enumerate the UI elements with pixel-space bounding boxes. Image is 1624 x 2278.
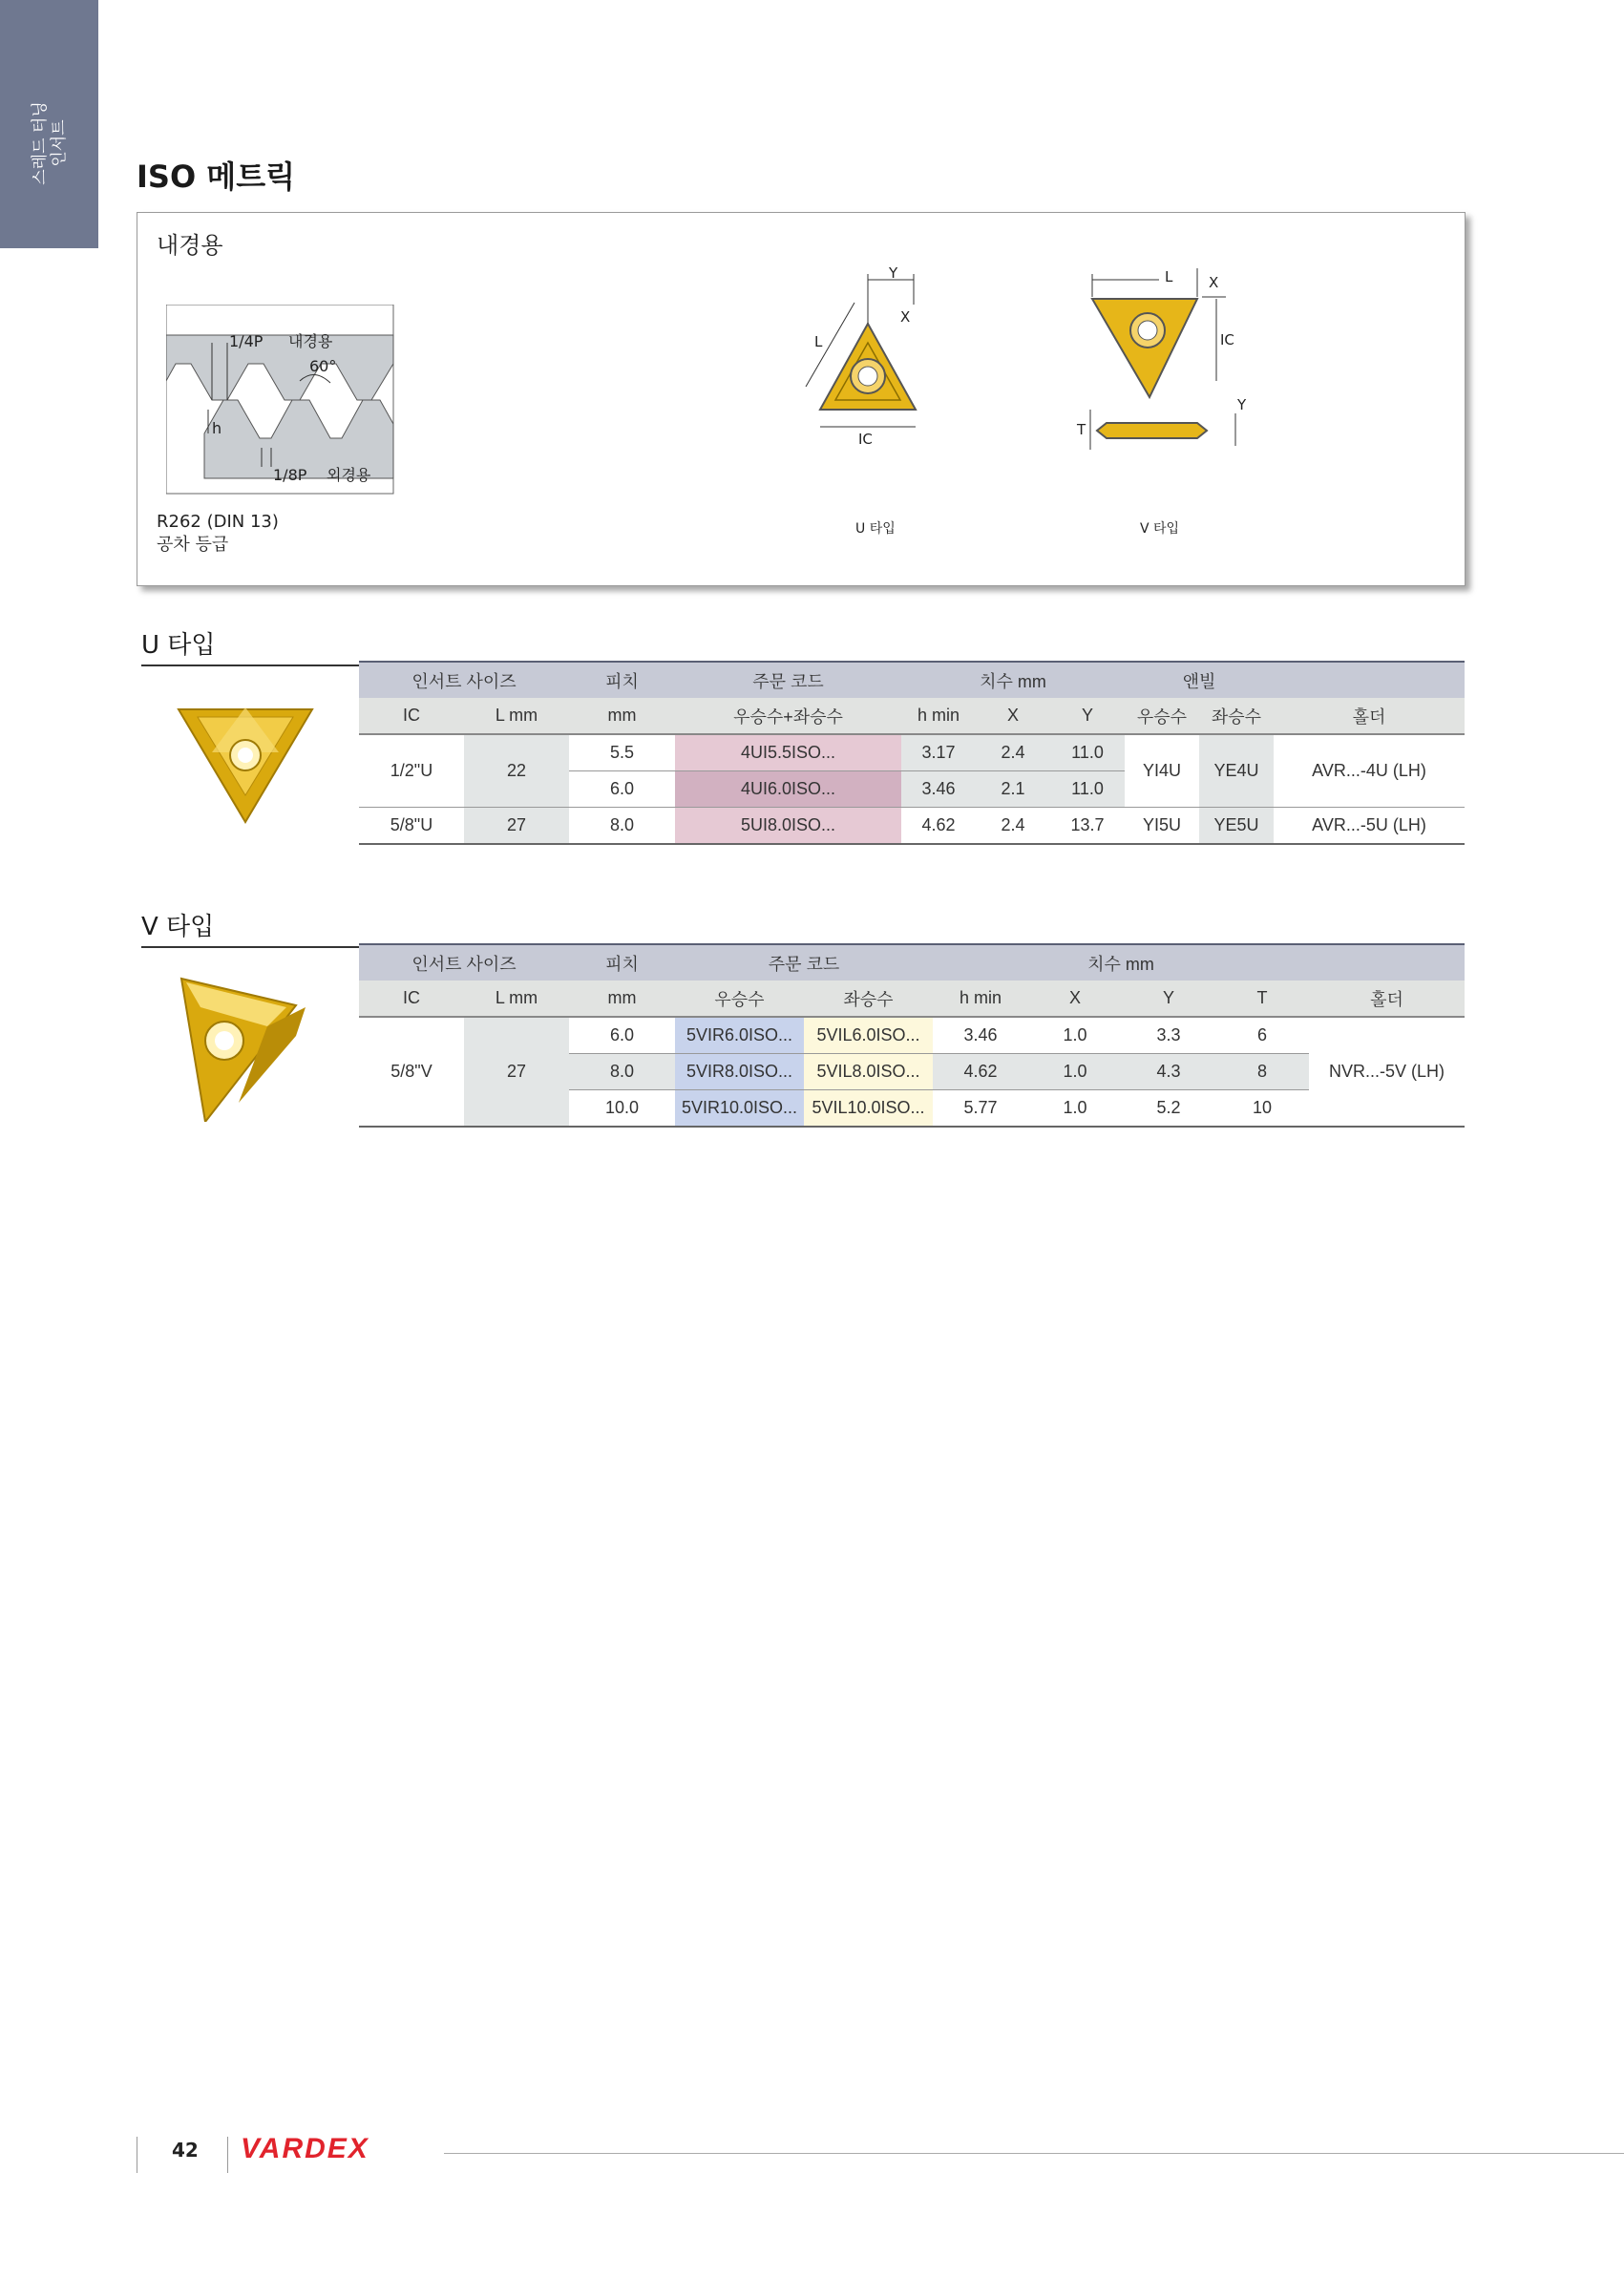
tolerance-note	[157, 511, 279, 557]
u-r0-code[interactable]: 4UI5.5ISO...	[675, 734, 901, 771]
v-r2-x: 1.0	[1028, 1090, 1122, 1128]
footer-divider-right	[227, 2137, 228, 2173]
u-r0-ic: 1/2"U	[359, 734, 464, 808]
v-r1-y: 4.3	[1122, 1054, 1215, 1090]
u-h2-mm: mm	[569, 698, 675, 734]
note-line2: 공차 등급	[157, 535, 229, 555]
v-h-blank	[1309, 944, 1465, 981]
v-h2-mm: mm	[569, 981, 675, 1017]
label-angle: 60°	[309, 357, 337, 375]
u-r0-l: 22	[464, 734, 569, 808]
u-h-pitch: 피치	[569, 662, 675, 698]
footer-rule	[444, 2153, 1624, 2154]
v-r0-pitch: 6.0	[569, 1017, 675, 1054]
v-r0-t: 6	[1215, 1017, 1309, 1054]
label-quarter-p: 1/4P	[229, 332, 264, 350]
v-r0-h: 3.46	[933, 1017, 1028, 1054]
u-r0-anvil-l: YE4U	[1199, 734, 1274, 808]
note-line1: R262 (DIN 13)	[157, 512, 279, 532]
u-insert-image	[174, 700, 317, 824]
v-r2-h: 5.77	[933, 1090, 1028, 1128]
u-h2-l: L mm	[464, 698, 569, 734]
u-h2-holder: 홀더	[1274, 698, 1465, 734]
side-tab-label	[31, 101, 69, 185]
v-r2-right[interactable]: 5VIR10.0ISO...	[675, 1090, 804, 1128]
v-spec-table	[359, 943, 1465, 1128]
v-r0-right[interactable]: 5VIR6.0ISO...	[675, 1017, 804, 1054]
v-h2-right: 우승수	[675, 981, 804, 1017]
u-header-row-2	[359, 698, 1465, 734]
u-header-row-1	[359, 662, 1465, 698]
u-h2-x: X	[976, 698, 1050, 734]
u-r1-x: 2.1	[976, 771, 1050, 808]
u-r1-pitch: 6.0	[569, 771, 675, 808]
page-number: 42	[172, 2139, 199, 2162]
u-h-order-code: 주문 코드	[675, 662, 901, 698]
u-r2-l: 27	[464, 808, 569, 845]
v-label-l: L	[1165, 268, 1173, 285]
v-r2-pitch: 10.0	[569, 1090, 675, 1128]
v-h2-x: X	[1028, 981, 1122, 1017]
u-label-l: L	[814, 333, 823, 350]
u-h-blank	[1274, 662, 1465, 698]
u-r2-x: 2.4	[976, 808, 1050, 845]
u-r1-h: 3.46	[901, 771, 976, 808]
v-r1-left[interactable]: 5VIL8.0ISO...	[804, 1054, 933, 1090]
v-section-title: V 타입	[141, 907, 391, 948]
table-row	[359, 734, 1465, 771]
v-r2-left[interactable]: 5VIL10.0ISO...	[804, 1090, 933, 1128]
u-h-dims: 치수 mm	[901, 662, 1125, 698]
side-tab[interactable]	[0, 0, 98, 248]
v-r0-left[interactable]: 5VIL6.0ISO...	[804, 1017, 933, 1054]
u-h2-code: 우승수+좌승수	[675, 698, 901, 734]
u-r2-anvil-r: YI5U	[1125, 808, 1199, 845]
u-h2-right: 우승수	[1125, 698, 1199, 734]
u-r0-y: 11.0	[1050, 734, 1125, 771]
u-r2-holder: AVR...-5U (LH)	[1274, 808, 1465, 845]
u-section-title: U 타입	[141, 625, 391, 666]
v-h-dims: 치수 mm	[933, 944, 1309, 981]
v-r1-right[interactable]: 5VIR8.0ISO...	[675, 1054, 804, 1090]
v-h2-holder: 홀더	[1309, 981, 1465, 1017]
v-type-drawing	[1064, 259, 1264, 469]
v-h2-l: L mm	[464, 981, 569, 1017]
label-external: 외경용	[327, 466, 371, 484]
v-h2-left: 좌승수	[804, 981, 933, 1017]
u-h-insert-size: 인서트 사이즈	[359, 662, 569, 698]
v-header-row-2	[359, 981, 1465, 1017]
u-r0-pitch: 5.5	[569, 734, 675, 771]
u-label-ic: IC	[858, 431, 873, 448]
v-label-y: Y	[1237, 396, 1247, 413]
table-row	[359, 1017, 1465, 1054]
u-r0-x: 2.4	[976, 734, 1050, 771]
v-r2-y: 5.2	[1122, 1090, 1215, 1128]
u-type-drawing	[772, 266, 954, 467]
u-r2-anvil-l: YE5U	[1199, 808, 1274, 845]
v-h2-t: T	[1215, 981, 1309, 1017]
side-tab-line2: 인서트	[50, 119, 69, 167]
u-r1-code[interactable]: 4UI6.0ISO...	[675, 771, 901, 808]
vardex-logo: VARDEX	[241, 2133, 369, 2164]
v-h-insert-size: 인서트 사이즈	[359, 944, 569, 981]
v-h-pitch: 피치	[569, 944, 675, 981]
v-r1-x: 1.0	[1028, 1054, 1122, 1090]
u-label-y: Y	[889, 266, 898, 282]
side-tab-line1: 스레드 터닝	[31, 101, 50, 185]
label-internal: 내경용	[288, 332, 333, 350]
v-ic: 5/8"V	[359, 1017, 464, 1127]
u-r2-pitch: 8.0	[569, 808, 675, 845]
u-h2-y: Y	[1050, 698, 1125, 734]
thread-profile-diagram	[166, 305, 395, 496]
v-insert-image	[172, 969, 315, 1122]
u-label-x: X	[900, 308, 911, 326]
v-l: 27	[464, 1017, 569, 1127]
v-h2-h: h min	[933, 981, 1028, 1017]
u-r2-y: 13.7	[1050, 808, 1125, 845]
u-h-anvil: 앤빌	[1125, 662, 1274, 698]
u-r2-h: 4.62	[901, 808, 976, 845]
u-r1-y: 11.0	[1050, 771, 1125, 808]
v-r1-pitch: 8.0	[569, 1054, 675, 1090]
u-h2-h: h min	[901, 698, 976, 734]
u-spec-table	[359, 661, 1465, 845]
u-type-caption: U 타입	[855, 521, 896, 537]
panel-subtitle: 내경용	[157, 232, 223, 259]
v-type-caption: V 타입	[1140, 521, 1180, 537]
diagram-panel	[137, 212, 1466, 586]
v-label-ic: IC	[1220, 331, 1234, 348]
u-h2-ic: IC	[359, 698, 464, 734]
v-header-row-1	[359, 944, 1465, 981]
v-r0-y: 3.3	[1122, 1017, 1215, 1054]
label-h: h	[212, 419, 222, 437]
v-h2-ic: IC	[359, 981, 464, 1017]
v-label-t: T	[1077, 421, 1086, 438]
v-r2-t: 10	[1215, 1090, 1309, 1128]
v-label-x: X	[1209, 274, 1219, 291]
u-r2-code[interactable]: 5UI8.0ISO...	[675, 808, 901, 845]
v-holder: NVR...-5V (LH)	[1309, 1017, 1465, 1127]
page-title: ISO 메트릭	[137, 158, 296, 195]
v-h-order-code: 주문 코드	[675, 944, 933, 981]
v-h2-y: Y	[1122, 981, 1215, 1017]
u-r2-ic: 5/8"U	[359, 808, 464, 845]
v-r0-x: 1.0	[1028, 1017, 1122, 1054]
table-row	[359, 808, 1465, 845]
v-r1-t: 8	[1215, 1054, 1309, 1090]
v-r1-h: 4.62	[933, 1054, 1028, 1090]
u-r0-holder: AVR...-4U (LH)	[1274, 734, 1465, 808]
u-h2-left: 좌승수	[1199, 698, 1274, 734]
u-r0-anvil-r: YI4U	[1125, 734, 1199, 808]
label-eighth-p: 1/8P	[273, 466, 307, 484]
u-r0-h: 3.17	[901, 734, 976, 771]
